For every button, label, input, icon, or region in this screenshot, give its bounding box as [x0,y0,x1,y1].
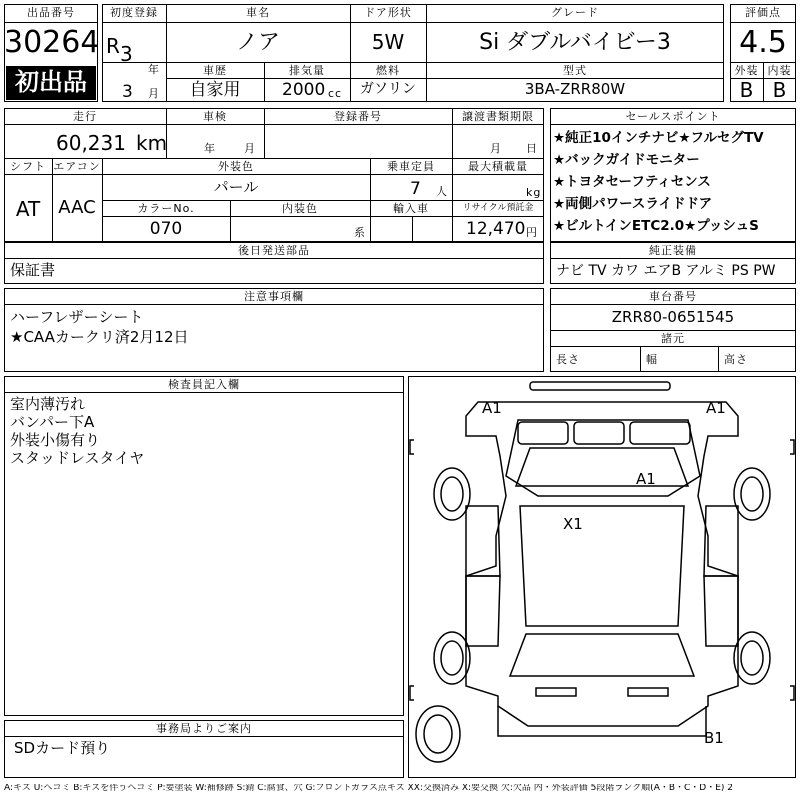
grade-value: Si ダブルバイビー3 [479,30,671,55]
aircon-label: エアコン [53,160,101,173]
door-value: 5W [371,30,405,54]
selling-point: ★純正10インチナビ★フルセグTV [553,130,764,146]
front-left-glass [518,422,568,444]
load-unit: kg [526,186,542,199]
inspector-line: バンパー下A [10,413,95,431]
roof-rack-shape [530,382,670,390]
displacement-value: 2000 [282,80,326,100]
selling-point: ★ビルトインETC2.0★プッシュS [553,218,759,234]
bracket-left-top [410,440,414,454]
inspection-year-unit: 年 [204,142,216,155]
car-name-label: 車名 [246,6,270,19]
import-label: 輸入車 [393,202,429,215]
left-front-wheel [434,468,470,520]
legend-text: A:キズ U:ヘコミ B:キズを伴うヘコミ P:要塗装 W:補修跡 S:錆 C:腐食、穴 G:フロントガラス点キズ XX:交換済み X:要交換 欠:欠品 内・外装評価 5段階ランク順(A・B・C・D・E) 2 [4,784,734,793]
lot-label: 出品番号 [27,6,75,19]
chassis-value: ZRR80-0651545 [611,308,735,326]
length-label: 長さ [556,353,580,366]
color-no-label: カラーNo. [137,202,195,215]
rear-left-light [536,688,576,696]
caution-line: ★CAAカークリ済2月12日 [10,328,189,346]
right-front-door [704,506,738,576]
damage-mark: B1 [704,729,724,747]
office-label: 事務局よりご案内 [156,722,252,735]
first-listing-label: 初出品 [15,68,87,96]
equipment-label: 純正装備 [649,244,697,257]
model-label: 型式 [563,64,587,77]
score-label: 評価点 [745,6,781,19]
shift-value: AT [15,197,41,221]
grade-label: グレード [551,6,599,19]
interior-grade-label: 内装 [767,64,792,77]
history-value: 自家用 [189,80,241,100]
front-center-glass [574,422,624,444]
displacement-unit: cc [328,87,343,100]
transfer-label: 譲渡書類期限 [462,110,534,123]
selling-point: ★バックガイドモニター [553,152,700,168]
score-value: 4.5 [739,25,787,60]
right-rear-door [704,576,738,646]
transfer-day-unit: 日 [526,142,538,155]
int-color-label: 内装色 [282,202,318,215]
color-value: パール [213,178,259,196]
rear-bumper [498,706,706,736]
first-reg-month: 3 [122,82,133,102]
inspection-label: 車検 [203,110,227,123]
mileage-value: 60,231 [56,131,126,155]
displacement-label: 排気量 [289,64,325,77]
damage-mark: A1 [482,399,502,417]
first-reg-month-unit: 月 [148,87,160,100]
color-label: 外装色 [218,160,254,173]
recycle-value: 12,470 [466,219,526,239]
roof-panel [520,506,684,626]
car-name: ノア [235,30,280,55]
fuel-value: ガソリン [360,81,416,97]
recycle-label: リサイクル預託金 [462,203,534,213]
interior-grade: B [772,78,787,102]
rear-right-light [628,688,668,696]
right-front-wheel [734,468,770,520]
damage-mark: A1 [636,470,656,488]
first-reg-year: 3 [120,42,133,66]
inspector-line: スタッドレスタイヤ [10,449,145,467]
windshield [516,448,688,486]
damage-mark: A1 [706,399,726,417]
mileage-unit: km [136,131,168,155]
equipment-value: ナビ TV カワ エアB アルミ PS PW [556,263,776,279]
exterior-grade: B [739,78,754,102]
lot-number: 30264 [4,25,100,60]
inspector-line: 室内薄汚れ [10,395,86,413]
front-right-glass [630,422,690,444]
inspection-month-unit: 月 [244,142,256,155]
capacity-value: 7 [410,179,421,199]
selling-point: ★両側パワースライドドア [553,196,713,212]
caution-label: 注意事項欄 [244,290,304,303]
caution-line: ハーフレザーシート [10,308,144,326]
left-rear-door [466,576,500,646]
selling-points-list [553,127,795,237]
left-rear-wheel [434,632,470,684]
capacity-label: 乗車定員 [387,160,435,173]
capacity-unit: 人 [436,185,448,198]
rear-windshield [510,634,694,676]
hood-shape [506,420,700,496]
int-color-unit: 系 [354,226,366,239]
office-value: SDカード預り [14,739,111,757]
reg-number-label: 登録番号 [334,110,382,123]
color-no-value: 070 [149,219,183,239]
inspector-line: 外装小傷有り [10,431,101,449]
exterior-grade-label: 外装 [734,64,759,77]
fuel-label: 燃料 [376,64,400,77]
first-reg-year-unit: 年 [148,63,160,76]
mileage-label: 走行 [73,110,97,123]
bracket-right-top [790,440,794,454]
selling-points-label: セールスポイント [625,110,721,123]
right-rear-wheel [734,632,770,684]
history-label: 車歴 [203,64,227,77]
door-label: ドア形状 [364,6,412,19]
transfer-month-unit: 月 [490,142,502,155]
inspector-label: 検査員記入欄 [168,378,240,391]
left-front-door [466,506,500,576]
recycle-unit: 円 [526,226,538,239]
body-outline [466,399,738,726]
car-diagram [408,376,796,778]
width-label: 幅 [646,353,658,366]
later-parts-label: 後日発送部品 [238,244,310,257]
later-parts-value: 保証書 [10,261,56,279]
bracket-right-bottom [790,686,794,700]
specs-box [4,108,544,242]
aircon-value: AAC [58,197,96,218]
shift-label: シフト [10,160,46,173]
load-label: 最大積載量 [468,160,528,173]
damage-mark: X1 [563,515,583,533]
chassis-label: 車台番号 [649,290,697,303]
first-reg-era: R [106,34,120,58]
first-reg-label: 初度登録 [110,6,158,19]
height-label: 高さ [724,353,748,366]
selling-point: ★トヨタセーフティセンス [553,174,711,190]
model-value: 3BA-ZRR80W [524,80,626,98]
bracket-left-bottom [410,686,414,700]
dimensions-label: 諸元 [661,332,685,345]
